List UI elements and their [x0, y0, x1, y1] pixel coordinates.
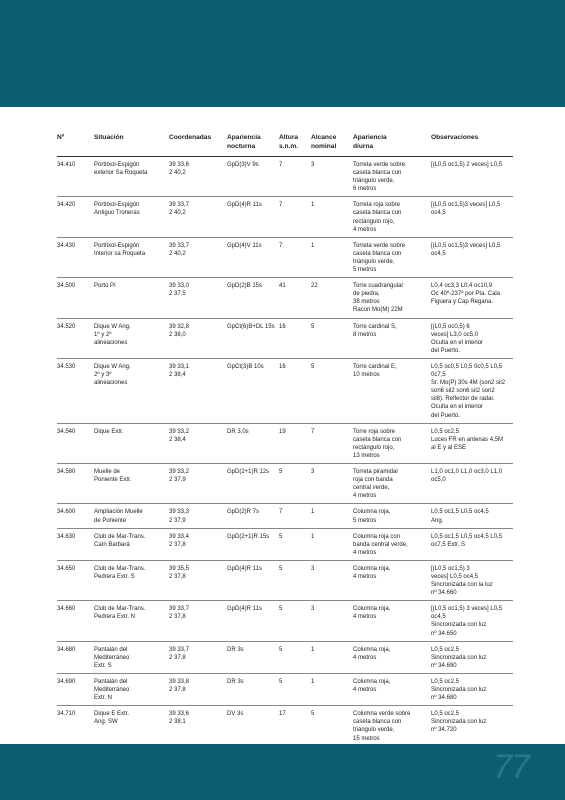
row-alcance: 5 [311, 323, 315, 330]
row-observaciones: L0,5 oc1,5 L0,5 oc4,5 Ang. [431, 509, 489, 524]
row-coordenadas: 39 33,8 2 37,8 [169, 678, 190, 694]
row-apariencia-nocturna: GpD(4)R 11s [227, 565, 262, 572]
row-number: 34.710 [57, 711, 76, 718]
row-situacion: Pantalán del Mediterráneo Extr. N [94, 678, 130, 702]
row-altura: 19 [279, 428, 286, 435]
row-number: 34.660 [57, 606, 76, 613]
row-altura: 5 [279, 533, 283, 540]
table-row [57, 359, 513, 424]
row-coordenadas: 39 33,1 2 38,4 [169, 363, 190, 379]
row-alcance: 1 [311, 678, 315, 685]
row-alcance: 3 [311, 469, 315, 476]
row-apariencia-diurna: Columna roja, 5 metros [353, 509, 391, 524]
top-banner [0, 0, 565, 107]
row-situacion: Porto Pí [94, 283, 116, 290]
row-apariencia-diurna: Columna roja, 4 metros [353, 606, 391, 621]
row-number: 34.520 [57, 323, 76, 330]
header-alcance: Alcance nominal [311, 134, 337, 150]
header-situacion: Situación [94, 134, 124, 141]
table-row [57, 238, 513, 278]
row-alcance: 3 [311, 162, 315, 168]
row-coordenadas: 39 33,2 2 37,9 [169, 469, 190, 484]
row-alcance: 5 [311, 711, 315, 718]
row-observaciones: [(L0,5 oc1,5) 3 veces] L0,5 oc4,5 Sincronizada con luz nº 34.650 [431, 606, 503, 637]
row-altura: 7 [279, 162, 283, 168]
table-body [57, 156, 513, 747]
row-number: 34.430 [57, 242, 76, 249]
header-num: Nº [57, 134, 65, 141]
table-row [57, 319, 513, 359]
row-apariencia-nocturna: GpD(2)R 7s [227, 509, 260, 516]
row-coordenadas: 39 33,6 2 38,1 [169, 711, 190, 726]
row-apariencia-diurna: Torre cardinal S, 8 metros [353, 323, 397, 338]
row-altura: 5 [279, 469, 283, 476]
row-altura: 17 [279, 711, 286, 718]
row-apariencia-diurna: Columna verde sobre caseta blanca con triángulo verde, 15 metros [353, 711, 411, 742]
table-row [57, 674, 513, 706]
header-coordenadas: Coordenadas [169, 134, 212, 141]
row-number: 34.650 [57, 565, 76, 572]
row-coordenadas: 39 33,0 2 37,5 [169, 283, 190, 298]
row-number: 34.580 [57, 469, 76, 476]
table-row [57, 424, 513, 464]
row-apariencia-nocturna: GpD(2+1)R 12s [227, 469, 270, 476]
row-situacion: Dique W Ang. 2º y 3º alineaciones [94, 363, 131, 387]
table-row [57, 561, 513, 601]
row-number: 34.690 [57, 678, 76, 685]
row-altura: 7 [279, 509, 283, 516]
row-apariencia-nocturna: GpD(4)R 11s [227, 606, 262, 613]
row-situacion: Portitxol-Espigón exterior Sa Roqueta [94, 162, 148, 177]
row-altura: 16 [279, 363, 286, 370]
row-observaciones: [(L0,5 oc1,5)3 veces] L0,5 oc4,5 [431, 242, 501, 257]
row-number: 34.500 [57, 283, 76, 290]
row-alcance: 3 [311, 565, 315, 572]
row-apariencia-nocturna: GpD(2)B 15s [227, 283, 263, 290]
row-apariencia-diurna: Torreta roja sobre caseta blanca con rectángulo rojo, 4 metros [353, 202, 402, 233]
row-coordenadas: 39 33,7 2 40,2 [169, 202, 190, 217]
row-alcance: 7 [311, 428, 315, 435]
row-observaciones: L0,5 oc1,5 L0,5 oc4,5 L0,5 oc7,5 Extr. S [431, 533, 503, 548]
lights-table [57, 130, 513, 747]
row-apariencia-diurna: Torre cardinal E, 10 metros [353, 363, 397, 379]
table-row [57, 706, 513, 746]
row-alcance: 1 [311, 533, 315, 540]
row-situacion: Pantalán del Mediterráneo Extr. S [94, 646, 130, 669]
row-number: 34.410 [57, 162, 76, 168]
row-alcance: 1 [311, 509, 315, 516]
row-coordenadas: 39 33,3 2 37,9 [169, 509, 190, 524]
row-alcance: 22 [311, 283, 318, 290]
row-observaciones: [(L0,5 oc1,5)3 veces] L0,5 oc4,5 [431, 202, 501, 217]
row-apariencia-diurna: Torreta verde sobre caseta blanca con triángulo verde, 5 metros [353, 242, 406, 274]
page-number: 77 [493, 748, 529, 786]
table-row [57, 529, 513, 561]
row-observaciones: [(L0,5 oc1,5) 2 veces] L0,5 [431, 162, 503, 168]
row-observaciones: L0,5 oc2,5 Sincronizada con luz nº 34.720 [431, 711, 487, 734]
row-coordenadas: 39 33,4 2 37,8 [169, 533, 190, 548]
row-situacion: Club de Mar-Trans. Caín Barbará [94, 533, 146, 548]
row-number: 34.600 [57, 509, 76, 516]
row-observaciones: L0,5 oc2,5 Luces FR en antenas 4,5M al E y al ESE [431, 428, 504, 451]
row-alcance: 1 [311, 202, 315, 209]
row-situacion: Portitxol-Espigón Antiguo Troneras [94, 202, 140, 217]
row-observaciones: [(L0,5 oc1,5) 3 veces] L0,5 oc4,5 Sincronizada con la luz nº 34.660 [431, 565, 493, 597]
row-situacion: Club de Mar-Trans. Pedrera Extr. N [94, 606, 146, 621]
row-apariencia-diurna: Columna roja, 4 metros [353, 678, 391, 694]
header-observaciones: Observaciones [431, 134, 479, 141]
row-situacion: Dique W Ang. 1º y 2º alineaciones [94, 323, 131, 346]
row-apariencia-diurna: Torreta verde sobre caseta blanca con triángulo verde, 6 metros [353, 162, 406, 193]
table-header [57, 130, 513, 156]
row-coordenadas: 39 33,6 2 40,2 [169, 162, 190, 177]
row-situacion: Ampliación Muelle de Poniente [94, 509, 143, 524]
row-coordenadas: 39 33,2 2 38,4 [169, 428, 190, 443]
table-row [57, 464, 513, 504]
row-apariencia-nocturna: GpD(3)V 9s [227, 162, 259, 168]
row-situacion: Club de Mar-Trans. Pedrera Extr. S [94, 565, 146, 580]
row-apariencia-diurna: Torreta piramidal roja con banda central verde, 4 metros [353, 469, 398, 500]
row-coordenadas: 39 33,7 2 37,8 [169, 606, 190, 621]
row-altura: 41 [279, 283, 286, 290]
row-alcance: 5 [311, 363, 315, 370]
row-apariencia-diurna: Columna roja, 4 metros [353, 565, 391, 580]
row-apariencia-nocturna: DR 3s [227, 678, 244, 685]
row-altura: 5 [279, 678, 283, 685]
row-apariencia-diurna: Torre roja sobre caseta blanca con rectángulo rojo, 13 metros [353, 428, 402, 459]
row-observaciones: L1,0 oc1,0 L1,0 oc3,0 L1,0 oc5,0 [431, 469, 503, 484]
row-apariencia-nocturna: GpCt(6)B+DL 15s [227, 323, 275, 330]
row-apariencia-diurna: Columna roja, 4 metros [353, 646, 391, 661]
row-observaciones: [(L0,5 oc0,5) 6 veces] L3,0 oc5,0 Oculta en el interior del Puerto. [431, 323, 484, 354]
row-number: 34.630 [57, 533, 76, 540]
row-apariencia-nocturna: GpCt(3)B 10s [227, 363, 264, 370]
row-apariencia-nocturna: GpD(4)V 11s [227, 242, 262, 249]
row-coordenadas: 39 33,7 2 37,8 [169, 646, 190, 661]
row-altura: 7 [279, 202, 283, 209]
row-situacion: Muelle de Poniente Extr. [94, 469, 132, 484]
row-observaciones: L0,5 oc0,5 L0,5 0c0,5 L0,5 0c7,5 Sr. Mo(P) 30s 4M (son2 sil2 son6 sil2 son6 sil2 son2 sil8). Reflector de radar. Oculta en el interior del Puerto. [431, 363, 506, 419]
row-apariencia-nocturna: DV 3s [227, 711, 244, 718]
row-apariencia-nocturna: GpD(4)R 11s [227, 202, 262, 209]
row-alcance: 1 [311, 242, 315, 249]
row-observaciones: L0,5 oc2,5 Sincronizada con luz nº 34.690 [431, 646, 487, 669]
table-row [57, 197, 513, 237]
row-apariencia-nocturna: GpD(2+1)R 15s [227, 533, 270, 540]
table-row [57, 504, 513, 528]
row-observaciones: L0,4 oc3,3 L0,4 oc10,9 Oc 40º-237º por Pta. Cala Figuera y Cap Regana. [431, 283, 501, 306]
row-altura: 7 [279, 242, 283, 249]
row-apariencia-diurna: Columna roja con banda central verde, 4 metros [353, 533, 408, 556]
table-row [57, 157, 513, 197]
row-altura: 16 [279, 323, 286, 330]
row-number: 34.530 [57, 363, 76, 370]
row-coordenadas: 39 32,8 2 38,0 [169, 323, 190, 338]
row-apariencia-diurna: Torre cuadrangular de piedra, 38 metros Racon Mo(M) 22M [353, 283, 404, 314]
row-number: 34.420 [57, 202, 76, 209]
row-number: 34.680 [57, 646, 76, 653]
row-number: 34.540 [57, 428, 76, 435]
row-altura: 5 [279, 606, 283, 613]
row-coordenadas: 39 33,7 2 40,2 [169, 242, 190, 257]
row-apariencia-nocturna: DR 3s [227, 646, 244, 653]
bottom-banner [0, 744, 565, 800]
table-row [57, 642, 513, 674]
row-situacion: Dique E Extr. Ang. SW [94, 711, 130, 726]
row-altura: 5 [279, 646, 283, 653]
row-alcance: 1 [311, 646, 315, 653]
row-alcance: 3 [311, 606, 315, 613]
header-apariencia-nocturna: Apariencia nocturna [227, 134, 261, 150]
row-situacion: Portitxol-Espigón Interior sa Roqueta [94, 242, 146, 257]
row-coordenadas: 39 35,5 2 37,8 [169, 565, 190, 580]
table-row [57, 601, 513, 641]
header-apariencia-diurna: Apariencia diurna [353, 134, 387, 150]
row-altura: 5 [279, 565, 283, 572]
row-situacion: Dique Extr. [94, 428, 124, 435]
table-row [57, 278, 513, 318]
row-apariencia-nocturna: DR 3,0s [227, 428, 249, 435]
header-altura: Altura s.n.m. [279, 134, 299, 150]
row-observaciones: L0,5 oc2,5 Sincronizada con luz nº 34.680 [431, 678, 487, 702]
